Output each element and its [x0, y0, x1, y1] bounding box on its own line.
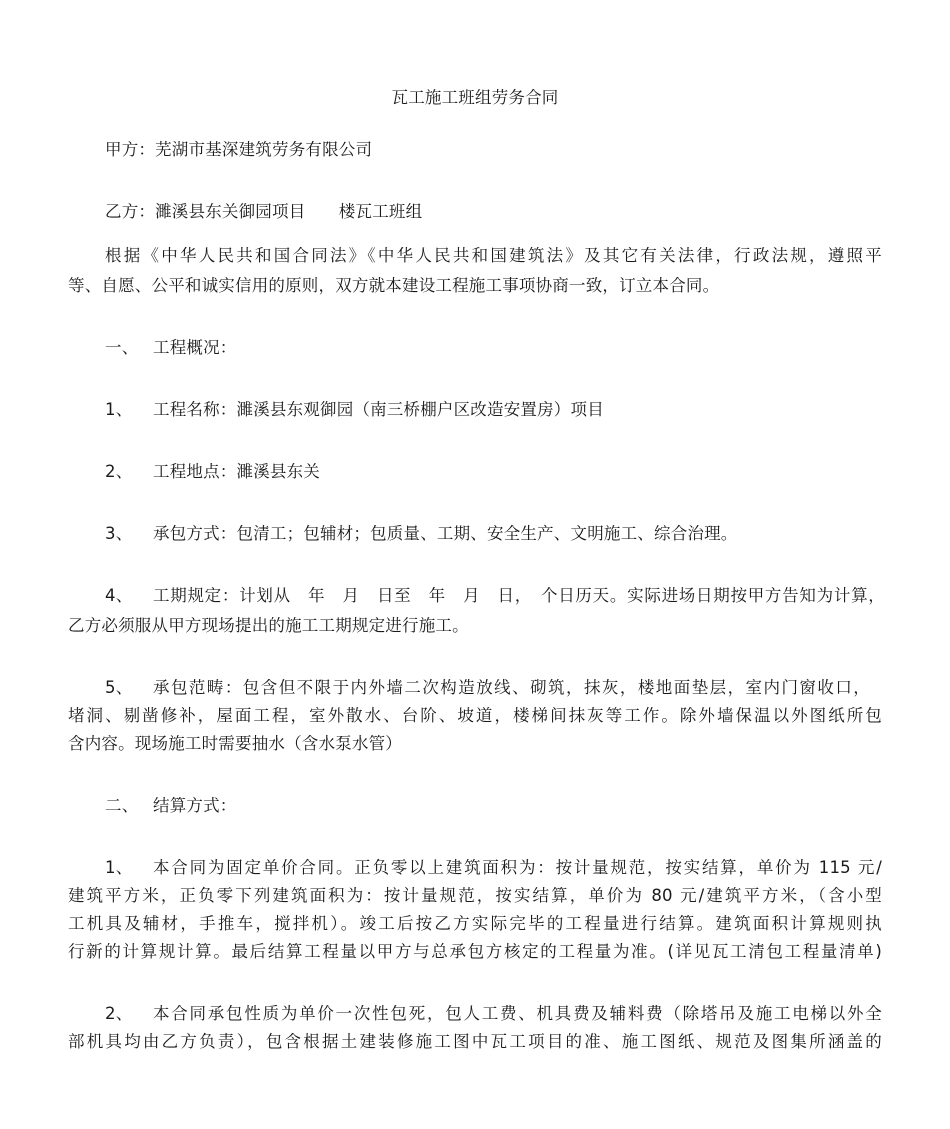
item-1-3-number: 3、: [105, 524, 133, 543]
item-1-2-number: 2、: [105, 462, 133, 481]
item-2-1-line-2: 建筑平方米，正负零下列建筑面积为：按计量规范，按实结算，单价为 80 元/建筑平方米，（含小型: [68, 886, 882, 905]
item-1-4-line-2: 乙方必须服从甲方现场提出的施工工期规定进行施工。: [68, 616, 469, 635]
item-1-2-text: 工程地点：濉溪县东关: [153, 462, 320, 481]
intro-line-1: 根据《中华人民共和国合同法》《中华人民共和国建筑法》及其它有关法律，行政法规，遵照平: [105, 246, 882, 265]
item-2-2-line-1: 本合同承包性质为单价一次性包死，包人工费、机具费及辅料费（除塔吊及施工电梯以外全: [153, 1004, 882, 1023]
item-1-5-line-3: 含内容。现场施工时需要抽水（含水泵水管）: [68, 734, 402, 753]
item-2-1-line-4: 行新的计算规计算。最后结算工程量以甲方与总承包方核定的工程量为准。(详见瓦工清包工程量清单): [68, 942, 882, 961]
intro-line-2: 等、自愿、公平和诚实信用的原则，双方就本建设工程施工事项协商一致，订立本合同。: [68, 276, 720, 295]
item-1-1-text: 工程名称：濉溪县东观御园（南三桥棚户区改造安置房）项目: [153, 400, 604, 419]
item-2-1-line-3: 工机具及辅材，手推车，搅拌机）。竣工后按乙方实际完毕的工程量进行结算。建筑面积计算规则执: [68, 914, 882, 933]
section-1-number: 一、: [105, 338, 139, 357]
item-1-5-number: 5、: [105, 678, 133, 697]
section-1-heading: 工程概况：: [153, 338, 237, 357]
item-1-4-line-1: 工期规定：计划从 年 月 日至 年 月 日， 个日历天。实际进场日期按甲方告知为计算，: [153, 586, 885, 605]
section-2-number: 二、: [105, 796, 139, 815]
contract-title: 瓦工施工班组劳务合同: [391, 88, 559, 107]
section-2-heading: 结算方式：: [153, 796, 237, 815]
party-b: 乙方：濉溪县东关御园项目 楼瓦工班组: [105, 202, 423, 221]
item-2-2-number: 2、: [105, 1004, 133, 1023]
item-2-2-line-2: 部机具均由乙方负责），包含根据土建装修施工图中瓦工项目的准、施工图纸、规范及图集所涵盖的: [68, 1032, 882, 1051]
party-a: 甲方：芜湖市基深建筑劳务有限公司: [105, 140, 373, 159]
item-2-1-number: 1、: [105, 858, 133, 877]
item-1-3-text: 承包方式：包清工；包辅材；包质量、工期、安全生产、文明施工、综合治理。: [153, 524, 738, 543]
item-1-4-number: 4、: [105, 586, 133, 605]
item-2-1-line-1: 本合同为固定单价合同。正负零以上建筑面积为：按计量规范，按实结算，单价为 115 元/: [153, 858, 882, 877]
item-1-5-line-2: 堵洞、剔凿修补，屋面工程，室外散水、台阶、坡道，楼梯间抹灰等工作。除外墙保温以外图纸所包: [68, 706, 882, 725]
item-1-1-number: 1、: [105, 400, 133, 419]
item-1-5-line-1: 承包范畴：包含但不限于内外墙二次构造放线、砌筑，抹灰，楼地面垫层，室内门窗收口，: [153, 678, 870, 697]
